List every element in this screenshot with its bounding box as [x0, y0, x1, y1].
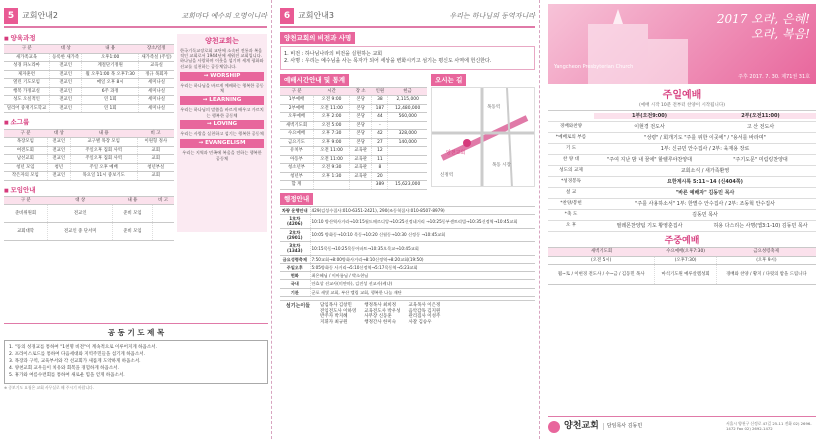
table-row: 2부예배 오전 11:00 본당 187 12,480,000 [280, 104, 427, 113]
admin-heading: 행정안내 [280, 193, 313, 205]
list-item: *찬양/봉헌 "주를 사용하소서" 1부: 한별수 안수집사 / 2부: 조동혁 안수집사 [548, 199, 816, 210]
table-row: 주일오후 5:05방화동 사거리→5:10신정역→5:17목동역→5:23교회 [280, 263, 535, 271]
table-row: 목장모임 전교인 교구별 목장 모임 이원형 정사 [4, 138, 174, 147]
issue-date: 주후 2017. 7. 30. 제71권 31호 [738, 73, 810, 80]
page-number: 5 [4, 8, 18, 24]
table-row: 교회대학 전교인 중 단서미 준비 모임 [4, 223, 174, 241]
table-row: 성도 오실적인 전교인 연 1회 세미나실 [4, 96, 174, 105]
table-row: 작은자의 모임 전교인 목요일 11시 중보기도 교회 [4, 172, 174, 181]
weekday-service-table: 새벽기도회 수요예배(오후7:30) 금요성령축제 (오전 5시) (오후7:30) (오후 9시) 월~토 / 이현경 전도사 / 수~금 / 김동민 목사 마석기도원 예루살렘성회 경배와 찬양 / 황지 / 다윗의 밤을 드립니다 [548, 247, 816, 285]
directions-map [431, 87, 535, 187]
service-stats-heading: 예배시간안내 및 통계 [280, 74, 349, 86]
staff-list: 담임목사 김창민 행정목사 최희정 교육목사 이은정 전임전도사 이하영 교육전도사 박우성 음악감독 김지원 반주자 박지혜 사무장 신동훈 관리집사 이성주 지휘자 최규원 행정간사 한미숙 사찰 김승우 [320, 302, 441, 325]
section-title: ■ 모임안내 [4, 186, 174, 194]
list-item: 2. 프라이스로드를 통하여 다음세대와 지역주민들을 섬기게 하옵소서. [9, 352, 146, 357]
table-row: 청년 모임 청년 주일 오후 예배 청년부실 [4, 163, 174, 172]
list-item: 찬 양 대 "주여 지난 밤 내 꿈에" 할렐루야찬양대 "주기도문" 미림링찬양대 [548, 155, 816, 166]
service-note: (예배 시작 10분 전부터 찬양이 시작됩니다) [639, 102, 725, 108]
table-row: 청소년부 오전 9:30 교육관 8 [280, 164, 427, 173]
left-tables [4, 32, 174, 241]
front-cover-panel [544, 0, 820, 439]
list-item: 경배와찬양 이현경 전도사 고 산 전도사 [548, 122, 816, 133]
page-5-panel [0, 0, 272, 439]
table-row: 금요기도 오후 9:00 본당 27 140,000 [280, 138, 427, 147]
table-row: 국내 안효상 선교사(미얀마), 김진성 선교사(케냐) [280, 280, 535, 288]
section-title: ■ 양육과정 [4, 34, 174, 42]
map-label: 목동 시장 [492, 162, 511, 168]
church-logo-icon [548, 421, 560, 433]
list-item: *예배로의 부름 "성령" / 회개기도 "주를 위한 이곳에" / "용서를 바라며" [548, 133, 816, 144]
smallgroup-table: 구 분 대 상 내 용 비 고 목장모임 전교인 교구별 목장 모임 이원형 정사 여전도회 전교인 주일오후 집회 사역 교회 남선교회 전교인 주일오후 집회 사역 교회 청년 모임 청년 주일 오후 예배 청년부실 작은자의 모임 전교인 목요일 11시 중보기도 교회 [4, 129, 174, 181]
table-row: 딜리어 중재기도학교 전교인 연 1회 세미나실 [4, 104, 174, 113]
vision-heading: 양천교회의 비전과 사명 [280, 32, 355, 44]
list-item: 5. 휴가와 여름수련회를 통하여 새로운 힘을 얻게 하옵소서. [9, 373, 125, 379]
table-row: 새가족교육 등록한 새가족 오후1:00 새가족실 (주일) [4, 53, 174, 62]
admin-table [280, 206, 535, 297]
second-service-header: 2부(오전11:00) [705, 113, 816, 119]
cover-banner [548, 4, 816, 84]
prayer-topics [4, 323, 268, 390]
list-item: 성도의 교제 교회소식 / 새가족환영 [548, 166, 816, 177]
table-row: 차량 운행안내 429(김성수집사:010-6351-2421), 290(조동혁집사:010-8507-8979) [280, 206, 535, 214]
motto: 우리는 하나님의 동역자니라 [449, 11, 535, 20]
cover-subtitle: Yangcheon Presbyterian Church [554, 63, 634, 70]
church-intro-box: 양천교회는 한국기독교장로회 교단에 소속된 전통과 복음적인 교회로서 1944년에 세워진 교회입니다. 하나님을 사랑하며 이웃을 섬기며 세계 평화와 선교를 실천하는 공동체입니다. → WORSHIP 우리는 하나님을 바르게 예배하는 행복한 공동체 → LEARNING 우리는 하나님의 말씀을 바르게 배우고 가르치는 행복한 공동체 → LOVING 우리는 사랑을 실천하고 섬기는 행복한 공동체 → EVANGELISM 우리는 지역과 민족에 복음을 전하는 행복한 공동체 [177, 34, 267, 232]
church-name: 양천교회 [564, 420, 599, 431]
vision-box: 1. 비전 : 하나님나라의 비전을 실현하는 교회 2. 사명 : 우리는 예수님을 사는 목자가 되어 세상을 변화시키고 섬기는 평신도 사역에 헌신한다. [280, 46, 535, 70]
page-header [4, 6, 267, 28]
table-row: 제자훈련 전교인 월 오후1:00 목 오후7:30 정규 목회자 [4, 70, 174, 79]
prayer-footnote: ※ 중보기도 요청은 교회 사무실로 해 주시기 바랍니다. [4, 384, 94, 390]
keyword-evangelism: → EVANGELISM [180, 139, 264, 148]
intro-title: 양천교회는 [205, 37, 239, 45]
first-service-header: 1부(오전9:00) [594, 113, 705, 119]
page-header [280, 6, 535, 28]
table-row: 준비위원회 전교인 준비 모임 [4, 205, 174, 223]
list-item: 오 후 필레몬찬양팀 기도 황영훈집사 허용 다스리는 사명(엡3:1-10) 김동민 목사 [548, 221, 816, 232]
meeting-table: 구 분 대 상 내 용 비 고 준비위원회 전교인 준비 모임 교회대학 전교인 중 단서미 준비 모임 [4, 196, 174, 242]
motto: 교회마다 예수의 오명이니라 [181, 11, 267, 20]
list-item: *축 도 김동민 목사 [548, 210, 816, 221]
table-row: 금요성령축제 7:50교회→8:00방화사거리→8:10신정역→8:20교회(19:50) [280, 255, 535, 263]
table-row: 수요예배 오후 7:30 본당 42 328,000 [280, 130, 427, 139]
table-row: 행복 가정교실 전교인 6주 과정 세미나실 [4, 87, 174, 96]
main-service-title: 주일예배 [662, 90, 702, 101]
list-item: 4. 양천교회 교우들이 치유와 회복을 경험하게 하옵소서. [9, 366, 119, 372]
service-order [548, 110, 816, 232]
staff-section [280, 300, 535, 326]
table-row: 오후예배 오후 2:00 본당 44 560,000 [280, 113, 427, 122]
keyword-worship: → WORSHIP [180, 72, 264, 81]
table-row: 3호차 (1343) 10:15목동→10:25목동아파트→10:35오목교→10:45교회 [280, 242, 535, 256]
keyword-learning: → LEARNING [180, 96, 264, 105]
church-address: 서울시 양천구 신정로 47길 25-11 전화 02) 2696-1472 Fax 02) 2692-1472 [726, 420, 812, 431]
prayer-title: 공 동 기 도 제 목 [107, 328, 165, 337]
map-label: 신정역 [440, 172, 454, 178]
table-row: 새벽기도회 오전 5:00 본당 - [280, 121, 427, 130]
list-item: 1. "동의 성경교를 통하여 "1천명 비전"이 계속적으로 이루어지게 하옵소서. [9, 344, 157, 350]
table-row: 청년부 오후 1:30 교육관 20 [280, 172, 427, 181]
section-title: ■ 소그룹 [4, 118, 174, 126]
table-row: 아동부 오전 11:00 교육관 11 [280, 155, 427, 164]
keyword-loving: → LOVING [180, 120, 264, 129]
page-title: 교회안내3 [298, 11, 335, 20]
staff-title: 섬기는이들 [285, 302, 311, 309]
church-footer [548, 416, 816, 436]
table-row: 기관 군포 새빛 교회, 부산 엘림 교회, 행복한 나눔 재단 [280, 288, 535, 296]
table-row: 성경 파노라마 전교인 계절단기정원 교육실 [4, 62, 174, 71]
senior-pastor: 담임목사 김동민 [603, 423, 642, 429]
cover-title-2: 오라, 복음! [751, 27, 810, 41]
page-title: 교회안내2 [22, 11, 59, 20]
map-label: 목동역 [487, 104, 501, 110]
page-6-panel [276, 0, 540, 439]
church-marker-icon [463, 139, 471, 147]
map-label: 양천교회 [446, 149, 466, 156]
map-heading: 오시는 길 [431, 74, 466, 86]
intro-text: 한국기독교장로회 교단에 소속된 전통과 복음적인 교회로서 1944년에 세워진 교회입니다. 하나님을 사랑하며 이웃을 섬기며 세계 평화와 선교를 실천하는 공동체입니다. [180, 47, 264, 69]
table-row: 유치부 오전 11:00 교육관 12 [280, 147, 427, 156]
list-item: 3. 목장과 구역, 교육부서와 각 선교회가 새롭게 도약하게 하옵소서. [9, 359, 141, 365]
table-row: 남선교회 전교인 주일오후 집회 사역 교회 [4, 155, 174, 164]
table-row: 합 계 389 15,623,000 [280, 181, 427, 190]
table-row: 1호차 (4206) 10:10 방산역사거리→10:15월드메르디앙→10:25신정네거리 →10:25동부센트리빌→10:35신정역→10:45교회 [280, 215, 535, 229]
table-row: 열린 기도모임 전교인 매일 오후 8시 세미나실 [4, 79, 174, 88]
table-row: 헌화 최은혜님 / 이아름님 / 박소현님 [280, 272, 535, 280]
prayer-list [4, 340, 268, 383]
weekday-service-title: 주중예배 [664, 236, 700, 247]
table-row: 월~토 / 이현경 전도사 / 수~금 / 김동민 목사 마석기도원 예루살렘성회 경배와 찬양 / 황지 / 다윗의 밤을 드립니다 [548, 265, 816, 285]
service-stats-table: 구 분 시간 장 소 인원 헌금 1부예배 오전 9:00 본당 38 2,115,000 2부예배 오전 11:00 본당 187 12,480,000 오후예배 오후 2:00 본당 44 560,000 새벽기도회 오전 5:00 본당 - 수요예배 오후 7:30 본당 42 328,000 금요기도 오후 9:00 본당 27 140,000 유치부 오전 11:00 교육관 12 아동부 오전 11:00 교육관 11 청소년부 오전 9:30 교육관 8 청년부 오후 1:30 교육관 20 합 계 389 15,623,000 [280, 87, 427, 190]
table-row: 1부예배 오전 9:00 본당 38 2,115,000 [280, 96, 427, 105]
list-item: 설 교 "바른 예배자" 김동민 목사 [548, 188, 816, 199]
page-number: 6 [280, 8, 294, 24]
education-table: 구 분 대 상 내 용 장소/일정 새가족교육 등록한 새가족 오후1:00 새가족실 (주일) 성경 파노라마 전교인 계절단기정원 교육실 제자훈련 전교인 월 오후1:00 목 오후7:30 정규 목회자 열린 기도모임 전교인 매일 오후 8시 세미나실 행복 가정교실 전교인 6주 과정 세미나실 성도 오실적인 전교인 연 1회 세미나실 딜리어 중재기도학교 전교인 연 1회 세미나실 [4, 44, 174, 113]
list-item: 기 도 1부: 신규민 안수집사 / 2부: 육재용 장로 [548, 144, 816, 155]
list-item: *성경봉독 요한계시록 5:11~14 (신404쪽) [548, 177, 816, 188]
table-row: 여전도회 전교인 주일오후 집회 사역 교회 [4, 146, 174, 155]
cover-title: 2017 오라, 은혜! [716, 12, 810, 26]
table-row: 2호차 (2901) 10:05 방화동→10:10 목동→10:20 신월동→10:30 신정동 →10:45교회 [280, 228, 535, 242]
